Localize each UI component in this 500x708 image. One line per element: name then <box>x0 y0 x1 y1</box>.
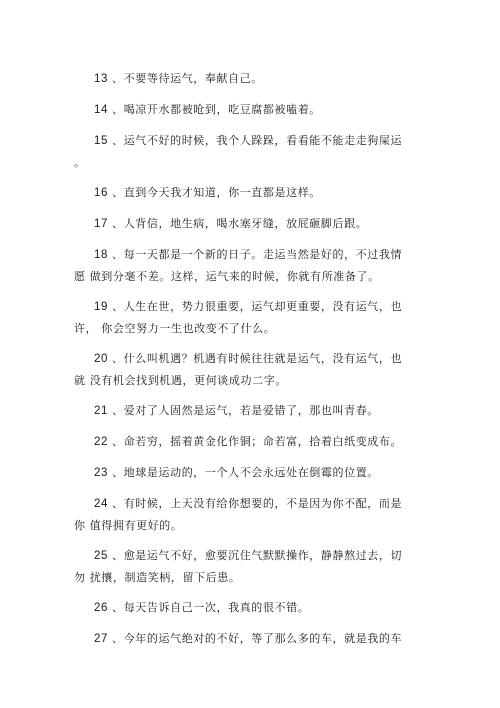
item-first-line <box>74 68 414 90</box>
item-first-line <box>74 244 414 266</box>
list-item <box>74 244 414 287</box>
item-number: 13 <box>94 73 108 85</box>
item-first-line <box>74 296 414 318</box>
item-first-line <box>74 545 414 567</box>
item-continuation-line: 许， 你会空努力一生也改变不了什么。 <box>74 322 276 335</box>
item-first-line <box>74 348 414 370</box>
list-item <box>74 130 414 173</box>
item-first-line <box>74 99 414 121</box>
item-text: 、有时候，上天没有给你想要的，不是因为你不配，而是 <box>112 497 403 510</box>
item-number: 27 <box>94 633 108 645</box>
item-first-line <box>74 213 414 235</box>
item-text: 、爱对了人固然是运气，若是爱错了，那也叫青春。 <box>112 404 379 417</box>
item-text: 、直到今天我才知道，你一直都是这样。 <box>112 186 321 199</box>
item-text: 、每一天都是一个新的日子。走运当然是好的，不过我情 <box>112 248 403 261</box>
item-number: 18 <box>94 249 108 261</box>
item-number: 26 <box>94 602 108 614</box>
item-text: 、喝凉开水都被呛到，吃豆腐都被嗑着。 <box>112 103 321 116</box>
item-continuation-line: 。 <box>74 156 86 169</box>
item-text: 、愈是运气不好，愈要沉住气默默操作，静静熬过去，切 <box>112 549 403 562</box>
list-item <box>74 68 414 90</box>
item-number: 16 <box>94 187 108 199</box>
item-continuation-line: 勿 扰攘，制造笑柄，留下后患。 <box>74 571 241 584</box>
item-text: 、什么叫机遇？机遇有时候往往就是运气，没有运气，也 <box>112 352 403 365</box>
item-first-line <box>74 400 414 422</box>
list-item <box>74 400 414 422</box>
list-item <box>74 431 414 453</box>
item-first-line <box>74 597 414 619</box>
list-item <box>74 296 414 339</box>
item-number: 23 <box>94 467 108 479</box>
item-number: 20 <box>94 353 108 365</box>
list-item <box>74 628 414 650</box>
item-continuation-line: 你 值得拥有更好的。 <box>74 519 183 532</box>
item-text: 、每天告诉自己一次，我真的很不错。 <box>112 601 310 614</box>
item-text: 、地球是运动的，一个人不会永远处在倒霉的位置。 <box>112 466 379 479</box>
item-number: 25 <box>94 550 108 562</box>
item-text: 、今年的运气绝对的不好，等了那么多的车，就是我的车 <box>112 632 403 645</box>
item-first-line <box>74 462 414 484</box>
item-text: 、命若穷，摇着黄金化作铜；命若富，拾着白纸变成布。 <box>112 435 403 448</box>
item-first-line <box>74 130 414 152</box>
list-item <box>74 99 414 121</box>
item-number: 21 <box>94 405 108 417</box>
item-number: 17 <box>94 218 108 230</box>
item-first-line <box>74 493 414 515</box>
item-number: 15 <box>94 135 108 147</box>
item-first-line <box>74 431 414 453</box>
list-item <box>74 462 414 484</box>
item-number: 24 <box>94 498 108 510</box>
list-item <box>74 213 414 235</box>
item-number: 14 <box>94 104 108 116</box>
item-continuation-line: 就 没有机会找到机遇，更何谈成功二字。 <box>74 374 287 387</box>
quote-list <box>74 68 414 650</box>
item-number: 22 <box>94 436 108 448</box>
item-text: 、人生在世，势力很重要，运气却更重要，没有运气，也 <box>112 300 403 313</box>
list-item <box>74 493 414 536</box>
item-text: 、人背信，地生病，喝水塞牙缝，放屁砸脚后跟。 <box>112 217 368 230</box>
list-item <box>74 597 414 619</box>
list-item <box>74 545 414 588</box>
item-number: 19 <box>94 301 108 313</box>
item-text: 、不要等待运气，奉献自己。 <box>112 72 263 85</box>
item-first-line <box>74 182 414 204</box>
list-item <box>74 182 414 204</box>
item-text: 、运气不好的时候，我个人跺跺，看看能不能走走狗屎运 <box>112 134 403 147</box>
item-continuation-line: 愿 做到分毫不差。这样，运气来的时候，你就有所准备了。 <box>74 270 380 283</box>
item-first-line <box>74 628 414 650</box>
list-item <box>74 348 414 391</box>
